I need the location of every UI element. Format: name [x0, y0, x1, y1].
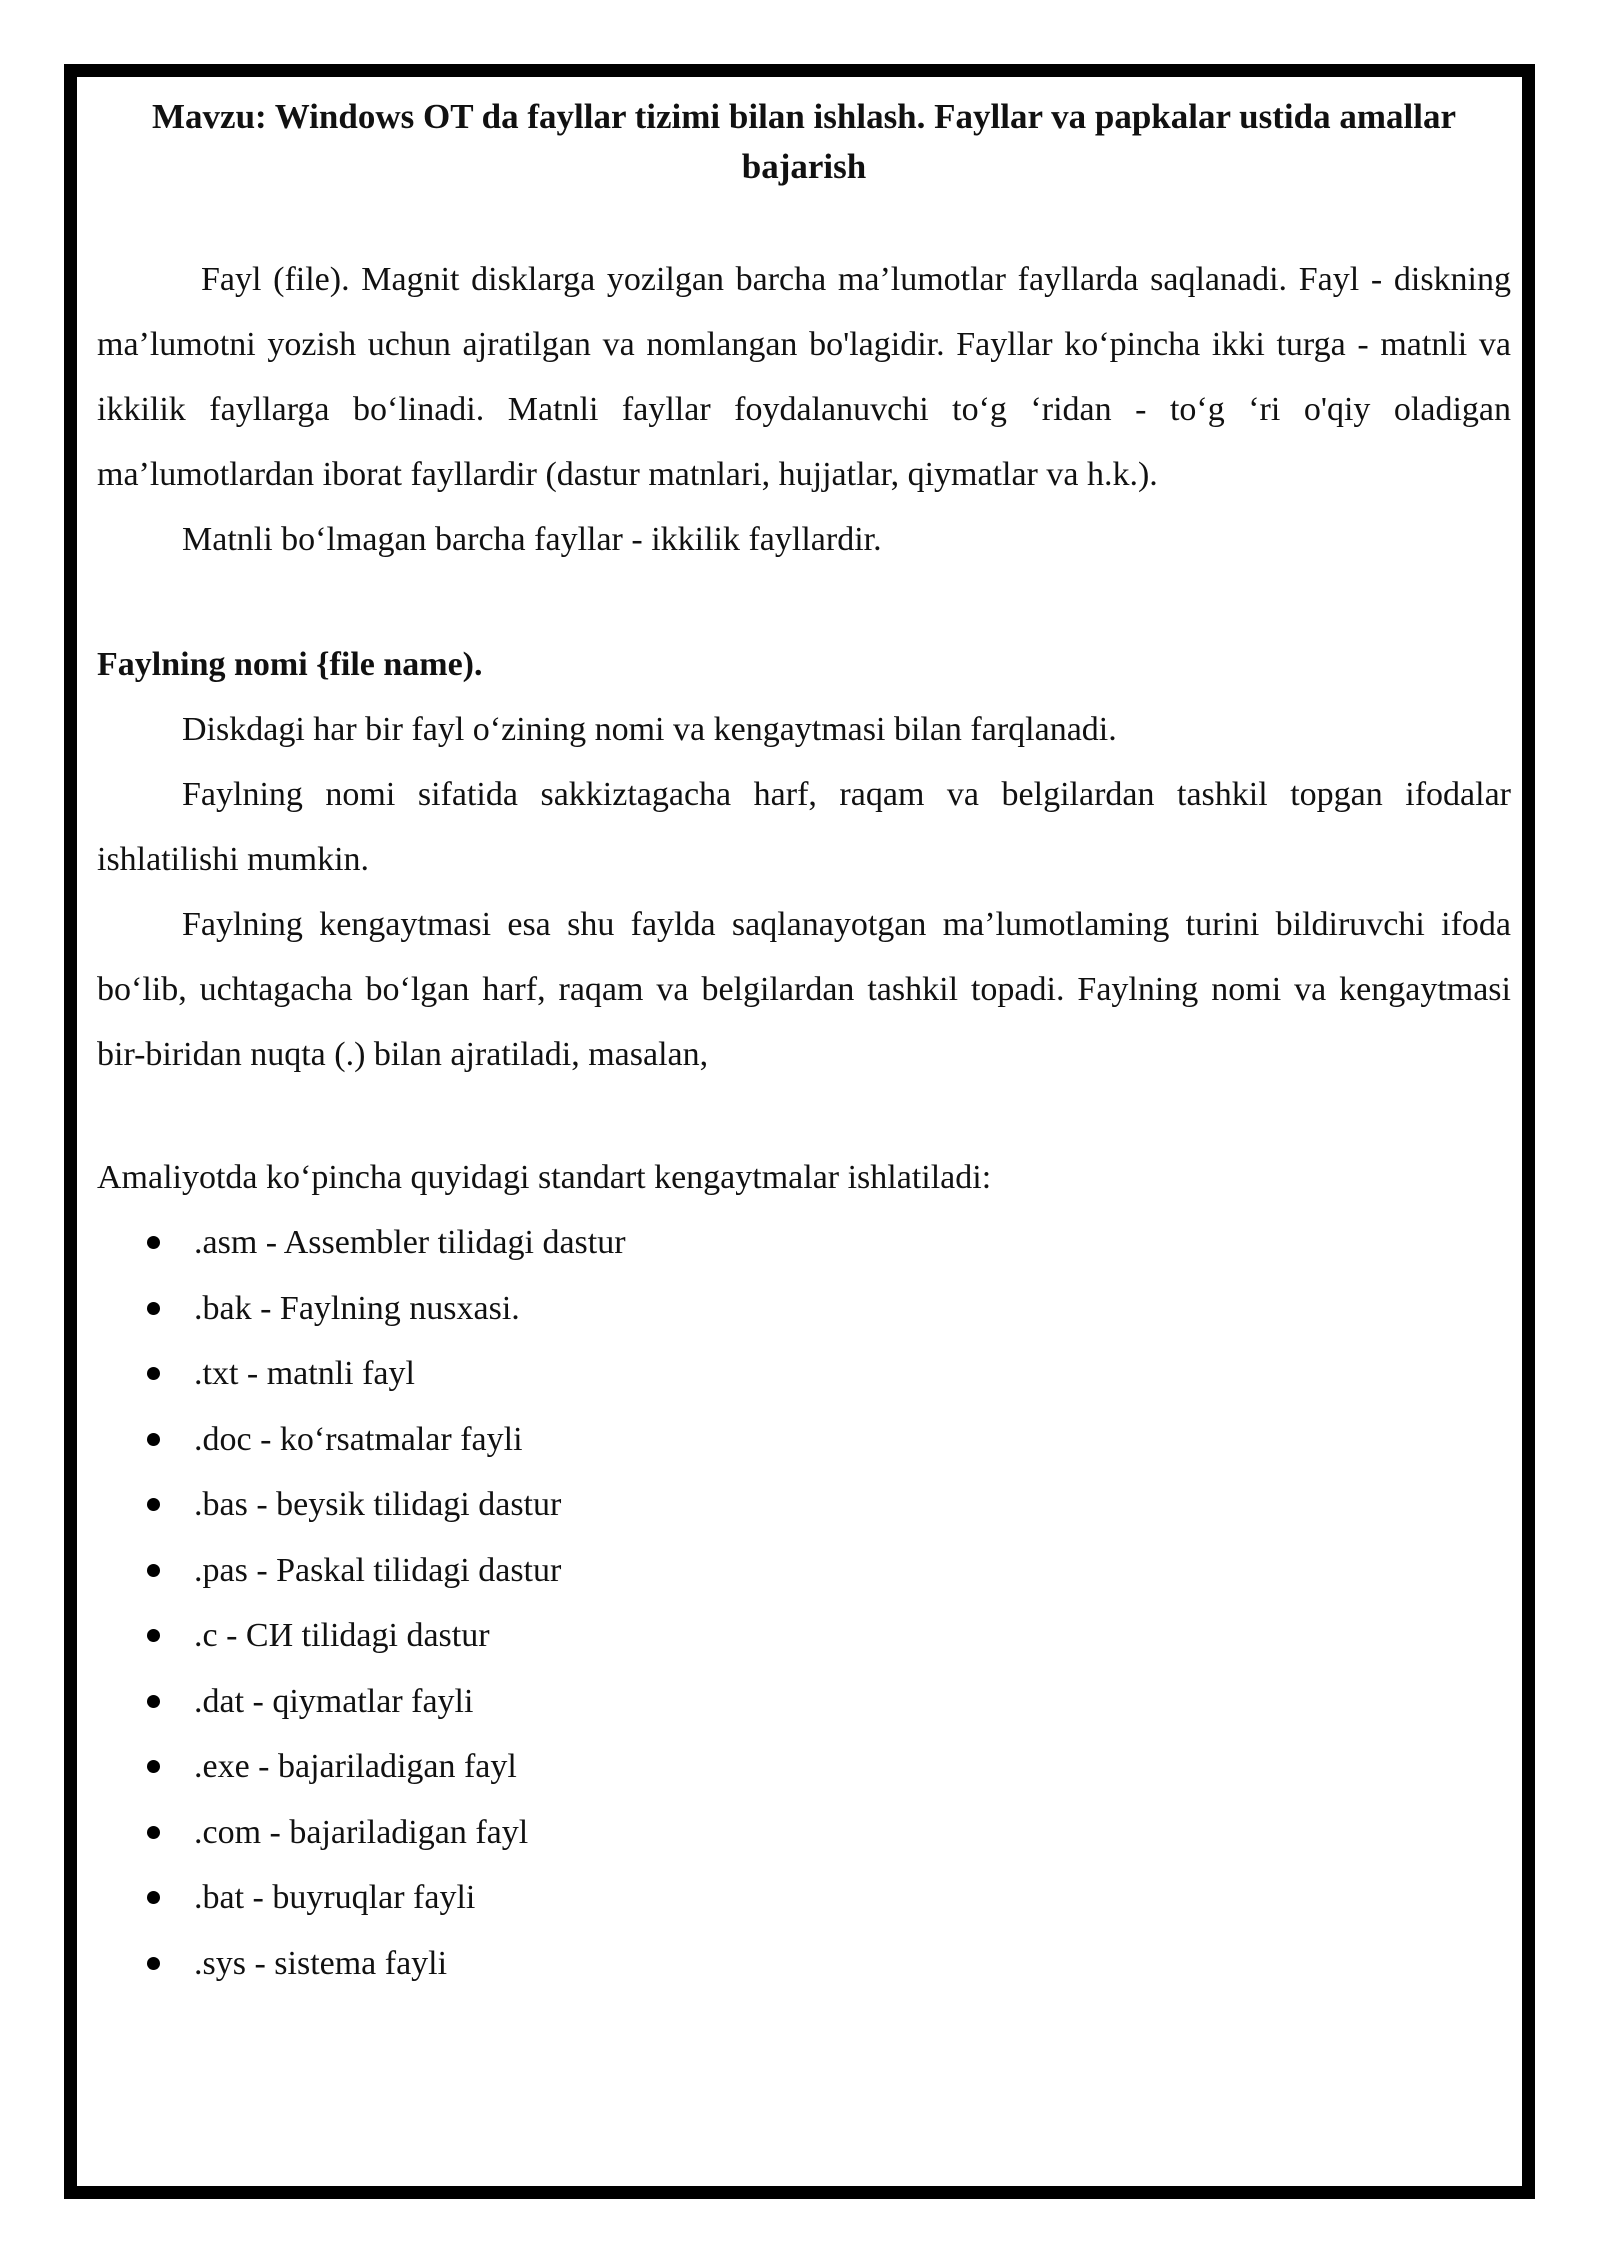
- list-item: [97, 1734, 1511, 1800]
- list-item-text: .doc - ko‘rsatmalar fayli: [194, 1420, 523, 1458]
- list-item-text: .dat - qiymatlar fayli: [194, 1682, 474, 1720]
- section-heading-file-name: Faylning nomi {file name).: [97, 646, 483, 683]
- list-item: [97, 1407, 1511, 1473]
- list-item: [97, 1210, 1511, 1276]
- bullet-icon: [147, 1826, 160, 1839]
- list-item-text: .com - bajariladigan fayl: [194, 1813, 529, 1851]
- list-item: [97, 1472, 1511, 1538]
- list-item-text: .sys - sistema fayli: [194, 1944, 448, 1982]
- list-item-text: .exe - bajariladigan fayl: [194, 1748, 517, 1785]
- list-item: [97, 1538, 1511, 1604]
- list-item: [97, 1603, 1511, 1669]
- bullet-icon: [147, 1302, 160, 1315]
- list-item: [97, 1800, 1511, 1866]
- list-item-text: .bak - Faylning nusxasi.: [194, 1289, 520, 1327]
- bullet-icon: [147, 1695, 160, 1708]
- intro-paragraph-2: Matnli bo‘lmagan barcha fayllar - ikkilik fayllardir.: [182, 521, 882, 558]
- list-item-text: .bas - beysik tilidagi dastur: [194, 1486, 562, 1523]
- list-item-text: .asm - Assembler tilidagi dastur: [194, 1224, 626, 1261]
- list-item: [97, 1341, 1511, 1407]
- list-item: [97, 1865, 1511, 1931]
- bullet-icon: [147, 1498, 160, 1511]
- list-item: [97, 1931, 1511, 1997]
- bullet-icon: [147, 1957, 160, 1970]
- file-name-paragraph-1: Diskdagi har bir fayl o‘zining nomi va kengaytmasi bilan farqlanadi.: [182, 711, 1117, 748]
- bullet-icon: [147, 1564, 160, 1577]
- list-item: [97, 1669, 1511, 1735]
- list-item-text: .c - СИ tilidagi dastur: [194, 1617, 490, 1654]
- section-spacer: [97, 1087, 1511, 1145]
- document-body: [97, 92, 1511, 1996]
- list-item-text: .txt - matnli fayl: [194, 1355, 415, 1392]
- extensions-intro: Amaliyotda ko‘pincha quyidagi standart kengaytmalar ishlatiladi:: [97, 1159, 992, 1196]
- intro-paragraph: Fayl (file). Magnit disklarga yozilgan barcha ma’lumotlar fayllarda saqlanadi. Fayl - diskning ma’lumotni yozish uchun ajratilgan va nomlangan bo'lagidir. Fayllar ko‘pincha ikki turga - matnli va ikkilik fayllarga bo‘linadi. Matnli fayllar foydalanuvchi to‘g ‘ridan - to‘g ‘ri o'qiy oladigan ma’lumotlardan iborat fayllardir (dastur matnlari, hujjatlar, qiymatlar va h.k.).: [97, 261, 1511, 493]
- bullet-icon: [147, 1367, 160, 1380]
- bullet-icon: [147, 1433, 160, 1446]
- bullet-icon: [147, 1629, 160, 1642]
- file-name-paragraph-2: Faylning nomi sifatida sakkiztagacha harf, raqam va belgilardan tashkil topgan ifodalar ishlatilishi mumkin.: [97, 776, 1511, 878]
- section-spacer: [97, 572, 1511, 632]
- extensions-list: [97, 1210, 1511, 1996]
- list-item-text: .bat - buyruqlar fayli: [194, 1879, 476, 1916]
- bullet-icon: [147, 1236, 160, 1249]
- document-title: Mavzu: Windows OT da fayllar tizimi bilan ishlash. Fayllar va papkalar ustida amallar bajarish: [152, 97, 1456, 186]
- list-item: [97, 1276, 1511, 1342]
- file-name-paragraph-3: Faylning kengaytmasi esa shu faylda saqlanayotgan ma’lumotlaming turini bildiruvchi ifoda bo‘lib, uchtagacha bo‘lgan harf, raqam va belgilardan tashkil topadi. Faylning nomi va kengaytmasi bir-biridan nuqta (.) bilan ajratiladi, masalan,: [97, 906, 1511, 1073]
- bullet-icon: [147, 1891, 160, 1904]
- list-item-text: .pas - Paskal tilidagi dastur: [194, 1551, 562, 1589]
- bullet-icon: [147, 1760, 160, 1773]
